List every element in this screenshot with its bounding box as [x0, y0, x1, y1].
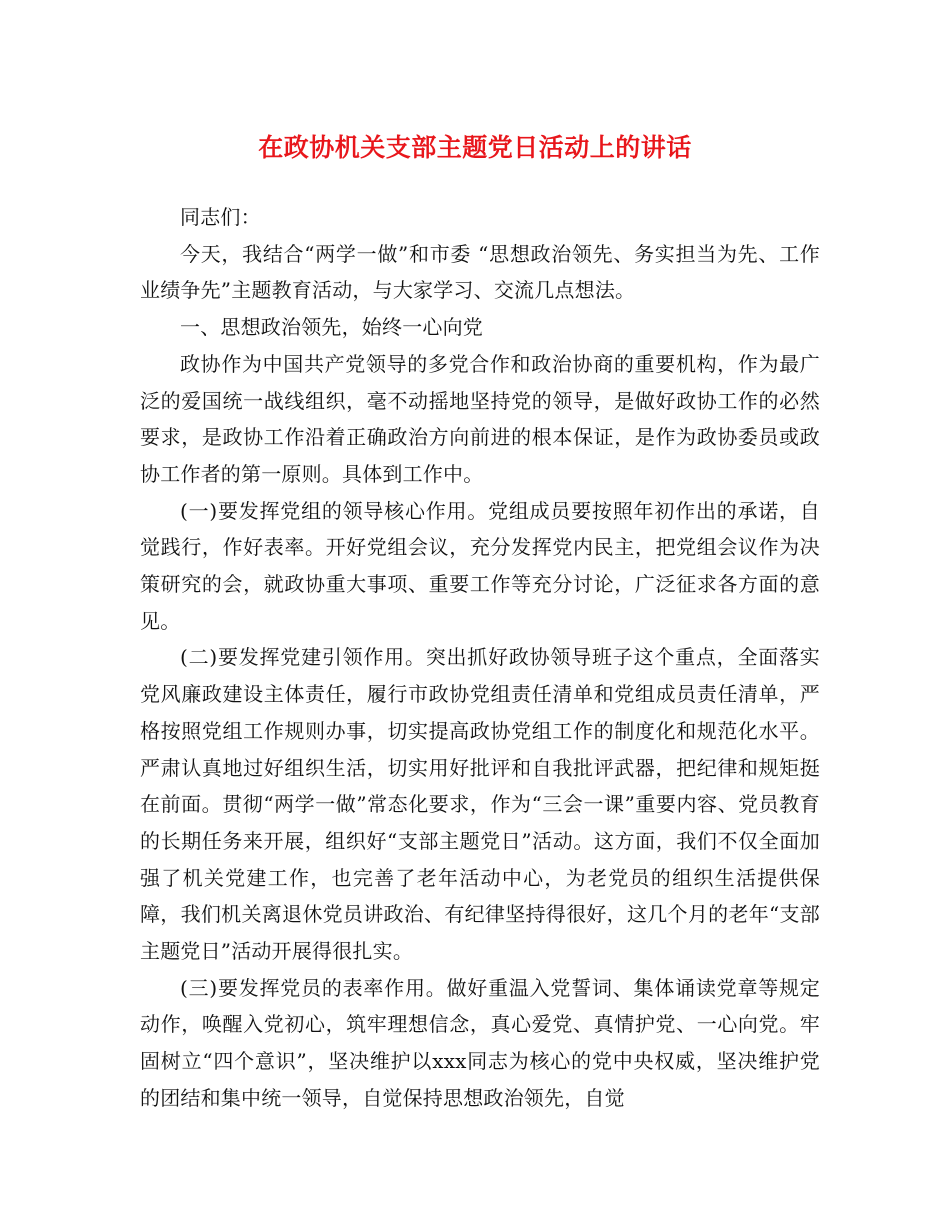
paragraph-intro: 今天，我结合“两学一做”和市委 “思想政治领先、务实担当为先、工作业绩争先”主题教育活动，与大家学习、交流几点想法。 — [140, 241, 820, 303]
document-title: 在政协机关支部主题党日活动上的讲话 — [258, 133, 692, 162]
section-heading-1: 一、思想政治领先，始终一心向党 — [180, 315, 483, 340]
document-body — [140, 199, 820, 1117]
paragraph-salutation: 同志们： — [180, 205, 261, 229]
paragraph-section-1: 政协作为中国共产党领导的多党合作和政治协商的重要机构，作为最广泛的爱国统一战线组织，毫不动摇地坚持党的领导，是做好政协工作的必然要求，是政协工作沿着正确政治方向前进的根本保证，是作为政协委员或政协工作者的第一原则。具体到工作中。 — [140, 351, 820, 486]
paragraph-point-3: (三)要发挥党员的表率作用。做好重温入党誓词、集体诵读党章等规定动作，唤醒入党初心，筑牢理想信念，真心爱党、真情护党、一心向党。牢固树立“四个意识”，坚决维护以xxx同志为核心的党中央权威，坚决维护党的团结和集中统一领导，自觉保持思想政治领先，自觉 — [140, 975, 820, 1110]
paragraph-point-2: (二)要发挥党建引领作用。突出抓好政协领导班子这个重点，全面落实党风廉政建设主体责任，履行市政协党组责任清单和党组成员责任清单，严格按照党组工作规则办事，切实提高政协党组工作的制度化和规范化水平。严肃认真地过好组织生活，切实用好批评和自我批评武器，把纪律和规矩挺在前面。贯彻“两学一做”常态化要求，作为“三会一课”重要内容、党员教育的长期任务来开展，组织好“支部主题党日”活动。这方面，我们不仅全面加强了机关党建工作，也完善了老年活动中心，为老党员的组织生活提供保障，我们机关离退休党员讲政治、有纪律坚持得很好，这几个月的老年“支部主题党日”活动开展得很扎实。 — [140, 645, 820, 964]
paragraph-point-1: (一)要发挥党组的领导核心作用。党组成员要按照年初作出的承诺，自觉践行，作好表率。开好党组会议，充分发挥党内民主，把党组会议作为决策研究的会，就政协重大事项、重要工作等充分讨论，广泛征求各方面的意见。 — [140, 498, 820, 633]
